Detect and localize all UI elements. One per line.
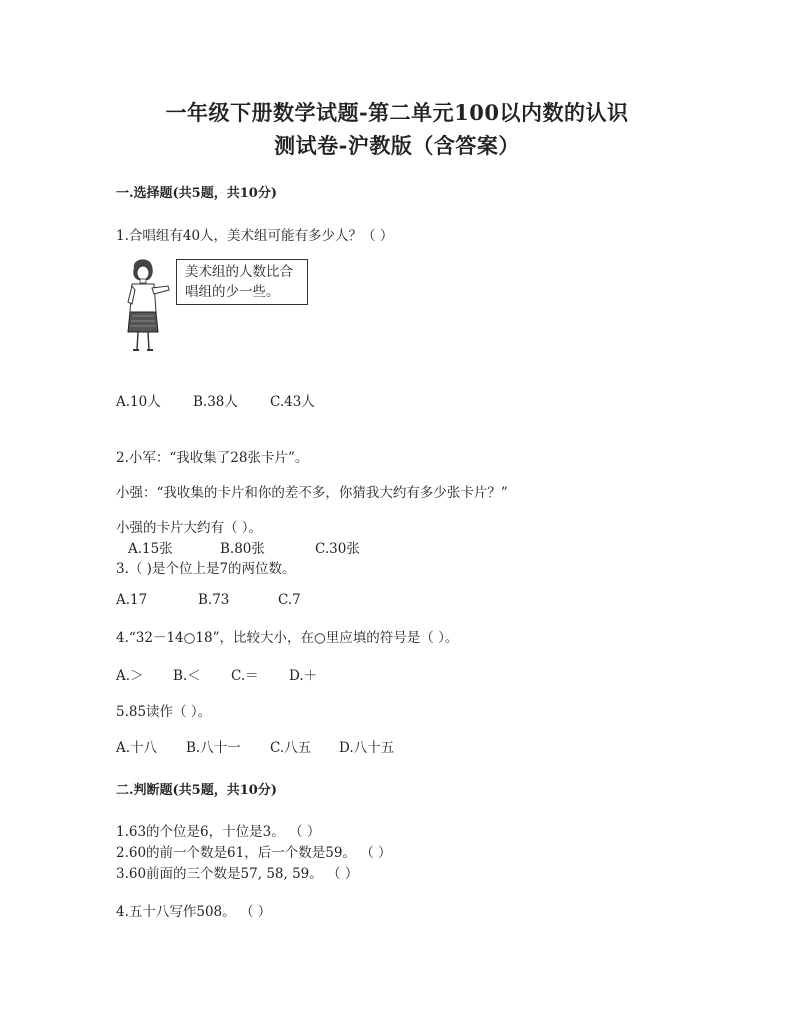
q2-line3: 小强的卡片大约有（ ）。 [116, 520, 263, 536]
section2-heading: 二.判断题(共5题，共10分) [116, 783, 277, 798]
section1-heading: 一.选择题(共5题，共10分) [116, 186, 277, 201]
q2-option-a: A.15张 [128, 541, 173, 557]
judge-item-3: 3.60前面的三个数是57, 58, 59。 （ ） [116, 866, 359, 882]
q1-stem: 1.合唱组有40人，美术组可能有多少人？（ ） [116, 228, 394, 244]
q4-option-a: A.＞ [116, 668, 144, 684]
speech-bubble [176, 259, 308, 305]
q4-stem: 4.“32－14○18”，比较大小，在○里应填的符号是（ ）。 [116, 630, 459, 646]
judge-item-4: 4.五十八写作508。 （ ） [116, 904, 272, 920]
q3-option-c: C.7 [278, 592, 301, 608]
q4-option-d: D.＋ [289, 668, 318, 684]
q1-option-a: A.10人 [116, 394, 161, 410]
q1-option-b: B.38人 [193, 394, 238, 410]
q5-option-d: D.八十五 [339, 740, 395, 756]
q2-option-b: B.80张 [220, 541, 265, 557]
q5-stem: 5.85读作（ ）。 [116, 704, 212, 720]
page-title-line2: 测试卷-沪教版（含答案） [274, 133, 520, 158]
q5-option-a: A.十八 [116, 740, 158, 756]
teacher-figure-icon [116, 256, 176, 356]
judge-item-1: 1.63的个位是6，十位是3。 （ ） [116, 824, 321, 840]
bubble-line2: 唱组的少一些。 [185, 284, 280, 300]
q5-option-b: B.八十一 [186, 740, 241, 756]
q4-option-b: B.＜ [173, 668, 201, 684]
q3-stem: 3.（ )是个位上是7的两位数。 [116, 561, 296, 577]
q1-illustration [116, 256, 316, 356]
q4-option-c: C.＝ [231, 668, 259, 684]
judge-item-2: 2.60的前一个数是61，后一个数是59。 （ ） [116, 845, 392, 861]
q2-line2: 小强：“我收集的卡片和你的差不多，你猜我大约有多少张卡片？” [116, 485, 508, 501]
page-title-line1: 一年级下册数学试题-第二单元100以内数的认识 [165, 100, 629, 125]
q3-option-b: B.73 [198, 592, 230, 608]
q5-option-c: C.八五 [270, 740, 312, 756]
q3-option-a: A.17 [116, 592, 148, 608]
q2-option-c: C.30张 [315, 541, 360, 557]
bubble-line1: 美术组的人数比合 [185, 264, 293, 280]
q2-line1: 2.小军：“我收集了28张卡片”。 [116, 450, 309, 466]
q1-option-c: C.43人 [270, 394, 315, 410]
